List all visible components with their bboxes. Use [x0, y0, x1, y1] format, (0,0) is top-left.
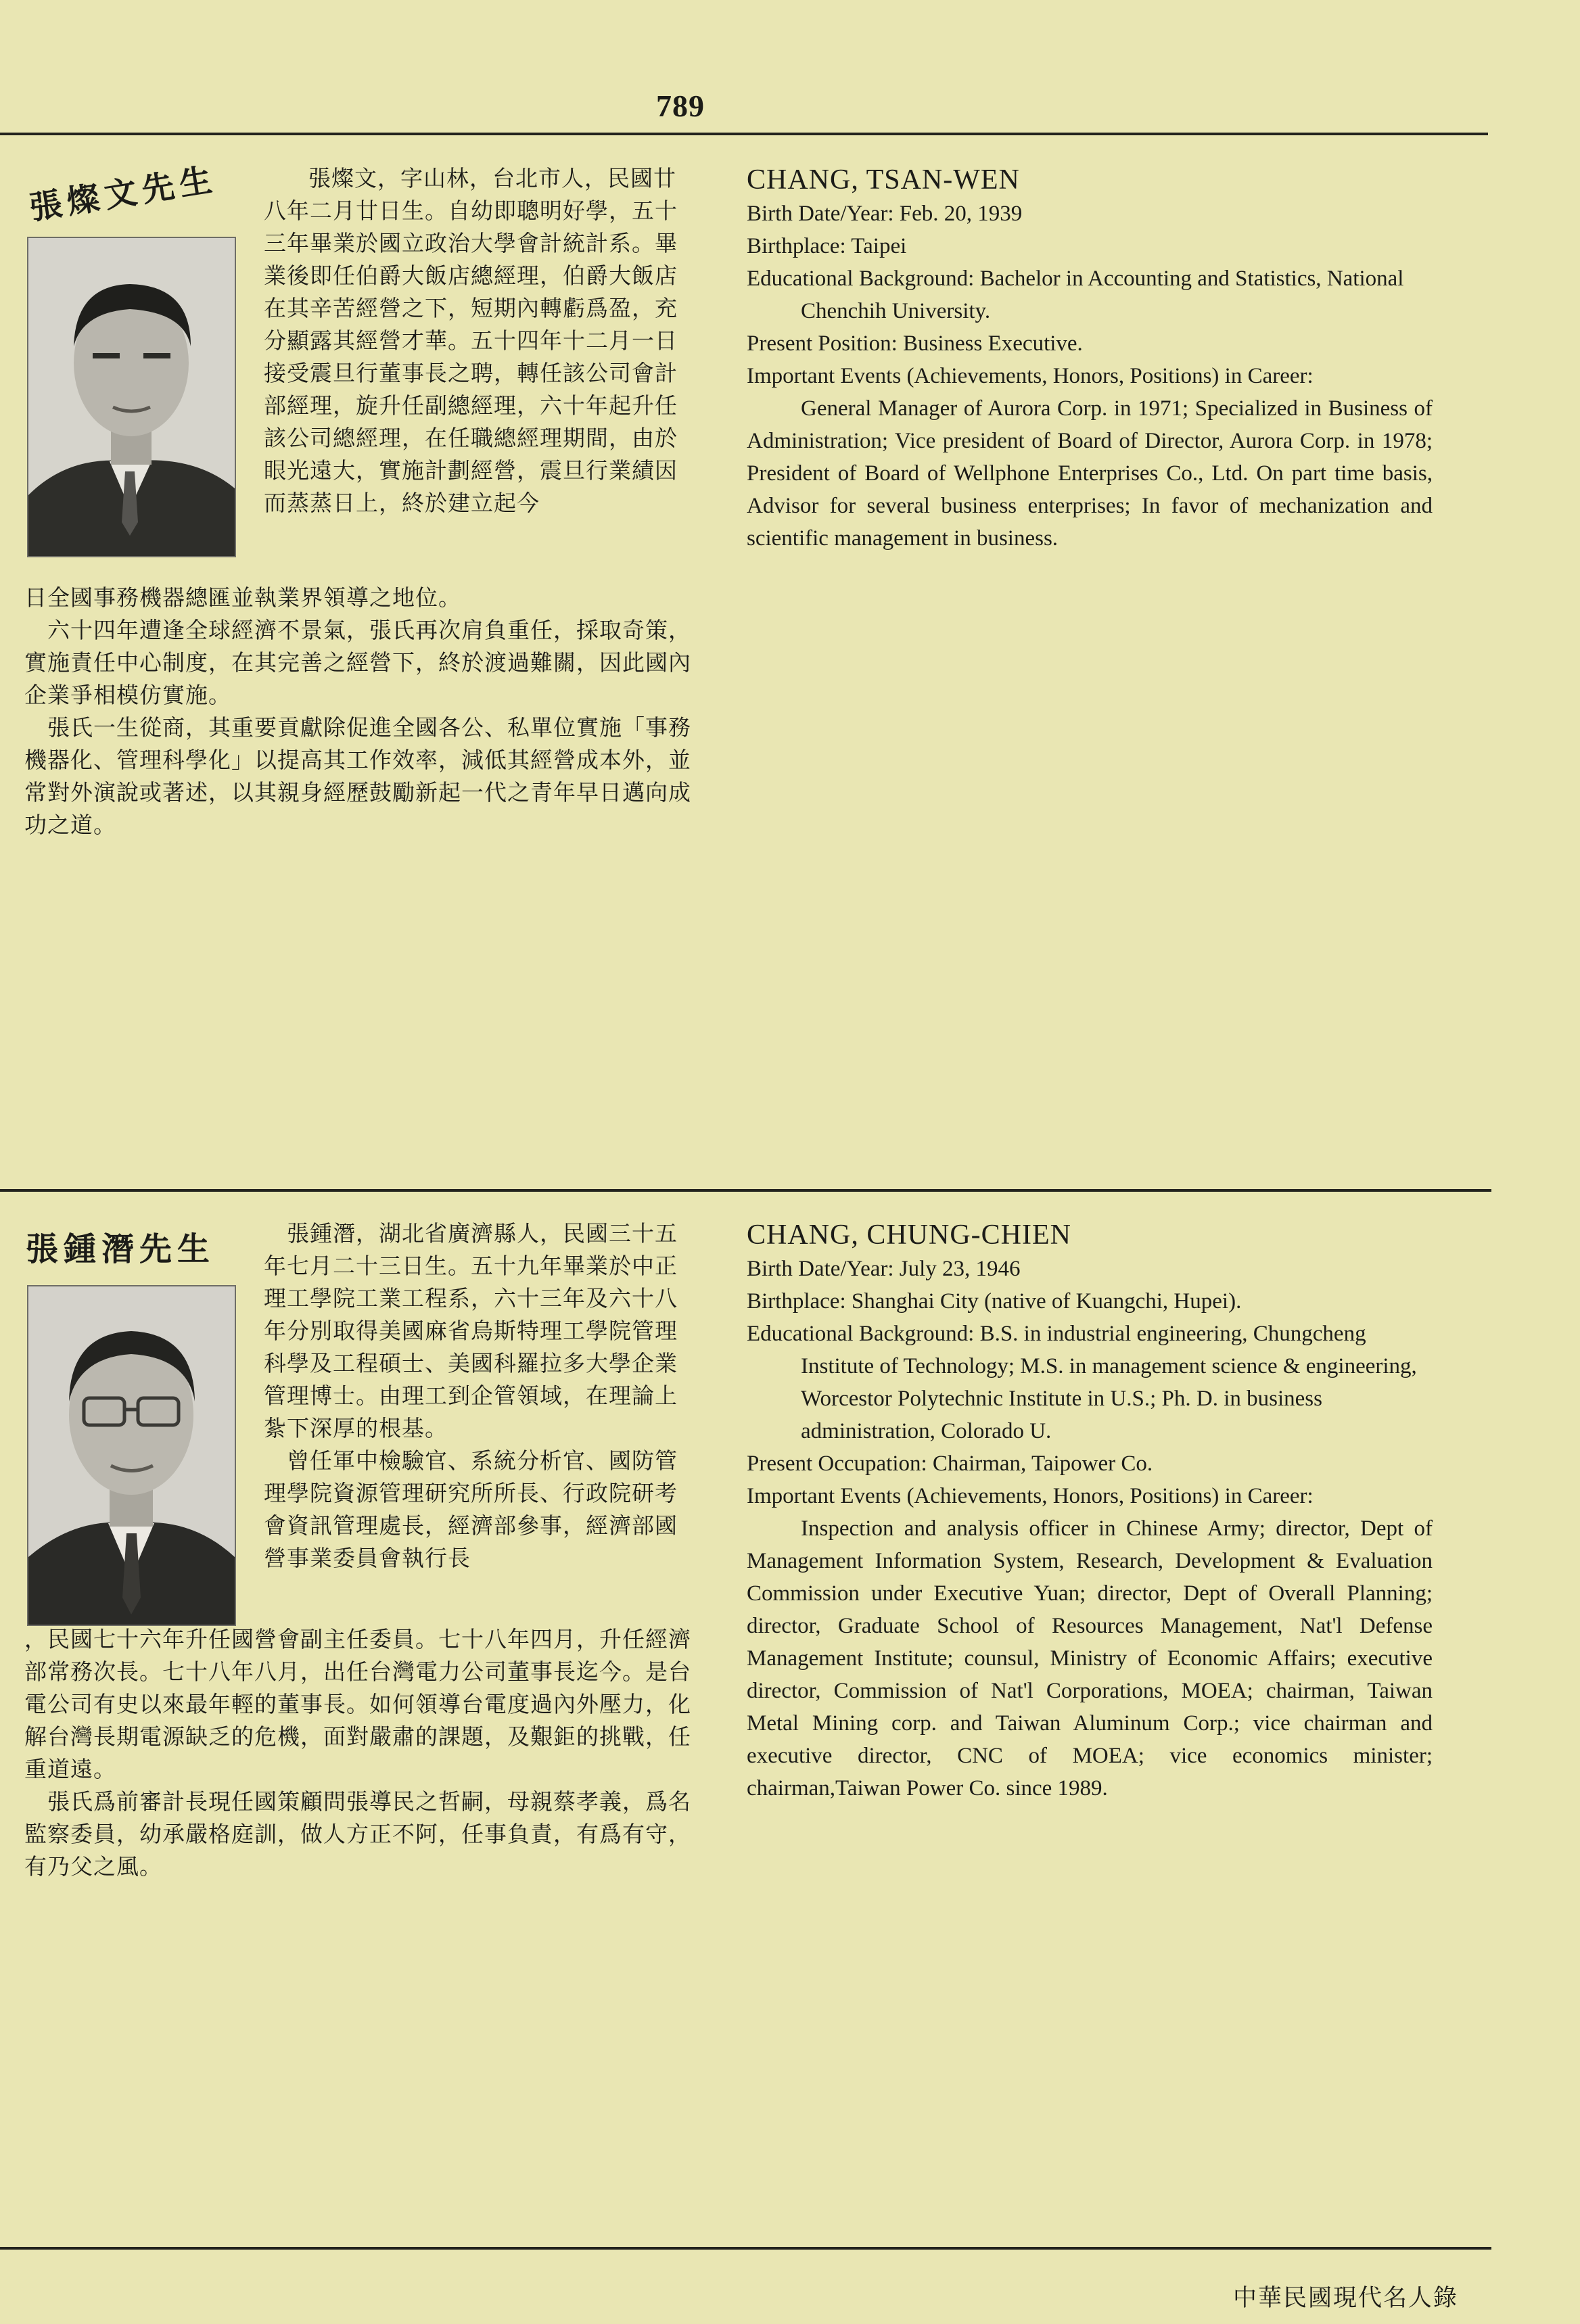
chinese-bio-paragraph: 六十四年遭逢全球經濟不景氣，張氏再次肩負重任，採取奇策，實施責任中心制度，在其完善之經營下，終於渡過難關，因此國內企業爭相模仿實施。 [24, 617, 691, 708]
present-position: Present Position: Business Executive. [747, 331, 1083, 356]
chinese-biography-column [264, 1217, 690, 1575]
english-biography [747, 162, 1433, 555]
entry-chang-chung-chien [0, 1204, 1580, 2232]
middle-rule [0, 1189, 1491, 1192]
birth-date: Birth Date/Year: Feb. 20, 1939 [747, 202, 1023, 226]
english-name: CHANG, CHUNG-CHIEN [747, 1219, 1071, 1251]
career-events: General Manager of Aurora Corp. in 1971; Specialized in Business of Administration; Vice president of Board of Director, Aurora Corp. in 1978; President of Board of Wellphone Enterprises Co., Ltd. On part time basis, Advisor for several business enterprises; In favor of mechanization and scientific management in business. [747, 396, 1433, 551]
english-biography [747, 1217, 1433, 1805]
events-label: Important Events (Achievements, Honors, Positions) in Career: [747, 364, 1314, 388]
birthplace: Birthplace: Taipei [747, 234, 907, 258]
chinese-bio-paragraph: 曾任軍中檢驗官、系統分析官、國防管理學院資源管理研究所所長、行政院研考會資訊管理處長，經濟部參事，經濟部國營事業委員會執行長 [264, 1447, 678, 1571]
education: Educational Background: Bachelor in Accounting and Statistics, National Chenchih University. [747, 266, 1404, 323]
chinese-biography-full [24, 582, 694, 841]
chinese-bio-paragraph: 張氏爲前審計長現任國策顧問張導民之哲嗣，母親蔡孝義，爲名監察委員，幼承嚴格庭訓，做人方正不阿，任事負責，有爲有守，有乃父之風。 [24, 1788, 691, 1880]
english-name: CHANG, TSAN-WEN [747, 164, 1020, 195]
chinese-bio-paragraph: 張鍾潛，湖北省廣濟縣人，民國三十五年七月二十三日生。五十九年畢業於中正理工學院工業工程系，六十三年及六十八年分別取得美國麻省烏斯特理工學院管理科學及工程碩士、美國科羅拉多大學企業管理博士。由理工到企管領域，在理論上紮下深厚的根基。 [264, 1220, 678, 1441]
events-label: Important Events (Achievements, Honors, Positions) in Career: [747, 1484, 1314, 1508]
page-number: 789 [656, 89, 705, 123]
birthplace: Birthplace: Shanghai City (native of Kuangchi, Hupei). [747, 1289, 1242, 1314]
birth-date: Birth Date/Year: July 23, 1946 [747, 1257, 1021, 1281]
portrait-photo [27, 1285, 236, 1626]
chinese-name: 張燦文先生 [26, 160, 220, 228]
chinese-bio-paragraph: 張燦文，字山林，台北市人，民國廿八年二月廿日生。自幼即聰明好學，五十三年畢業於國立政治大學會計統計系。畢業後即任伯爵大飯店總經理，伯爵大飯店在其辛苦經營之下，短期內轉虧爲盈，充分顯露其經營才華。五十四年十二月一日接受震旦行董事長之聘，轉任該公司會計部經理，旋升任副總經理，六十年起升任該公司總經理，在任職總經理期間，由於眼光遠大，實施計劃經營，震旦行業績因而蒸蒸日上，終於建立起今 [264, 165, 678, 516]
present-occupation: Present Occupation: Chairman, Taipower Co. [747, 1451, 1153, 1476]
chinese-bio-paragraph: ，民國七十六年升任國營會副主任委員。七十八年四月，升任經濟部常務次長。七十八年八月，出任台灣電力公司董事長迄今。是台電公司有史以來最年輕的董事長。如何領導台電度過內外壓力，化解台灣長期電源缺乏的危機，面對嚴肅的課題，及艱鉅的挑戰，任重道遠。 [24, 1626, 691, 1782]
career-events: Inspection and analysis officer in Chinese Army; director, Dept of Management Information System, Research, Development & Evaluation Commission under Executive Yuan; director, Dept of Overall Planning; director, Graduate School of Resources Management, Nat'l Defense Management Institute; counsul, Ministry of Economic Affairs; executive director, Commission of Nat'l Corporations, MOEA; chairman, Taiwan Metal Mining corp. and Taiwan Aluminum Corp.; vice chairman and executive director, CNC of MOEA; vice economics minister; chairman,Taiwan Power Co. since 1989. [747, 1516, 1433, 1800]
top-rule [0, 133, 1488, 135]
bottom-rule [0, 2247, 1491, 2250]
chinese-biography-column [264, 162, 690, 519]
entry-chang-tsan-wen [0, 149, 1580, 1177]
chinese-biography-full [24, 1623, 694, 1883]
chinese-bio-paragraph: 日全國事務機器總匯並執業界領導之地位。 [24, 584, 461, 611]
portrait-photo [27, 237, 236, 557]
chinese-bio-paragraph: 張氏一生從商，其重要貢獻除促進全國各公、私單位實施「事務機器化、管理科學化」以提高其工作效率，減低其經營成本外，並常對外演說或著述，以其親身經歷鼓勵新起一代之青年早日邁向成功之道。 [24, 714, 691, 838]
chinese-name: 張鍾潛先生 [26, 1230, 216, 1268]
education: Educational Background: B.S. in industrial engineering, Chungcheng Institute of Technology; M.S. in management science & engineering, Worcestor Polytechnic Institute in U.S.; Ph. D. in business administration, Colorado U. [747, 1322, 1417, 1443]
book-title-footer: 中華民國現代名人錄 [1232, 2285, 1458, 2312]
